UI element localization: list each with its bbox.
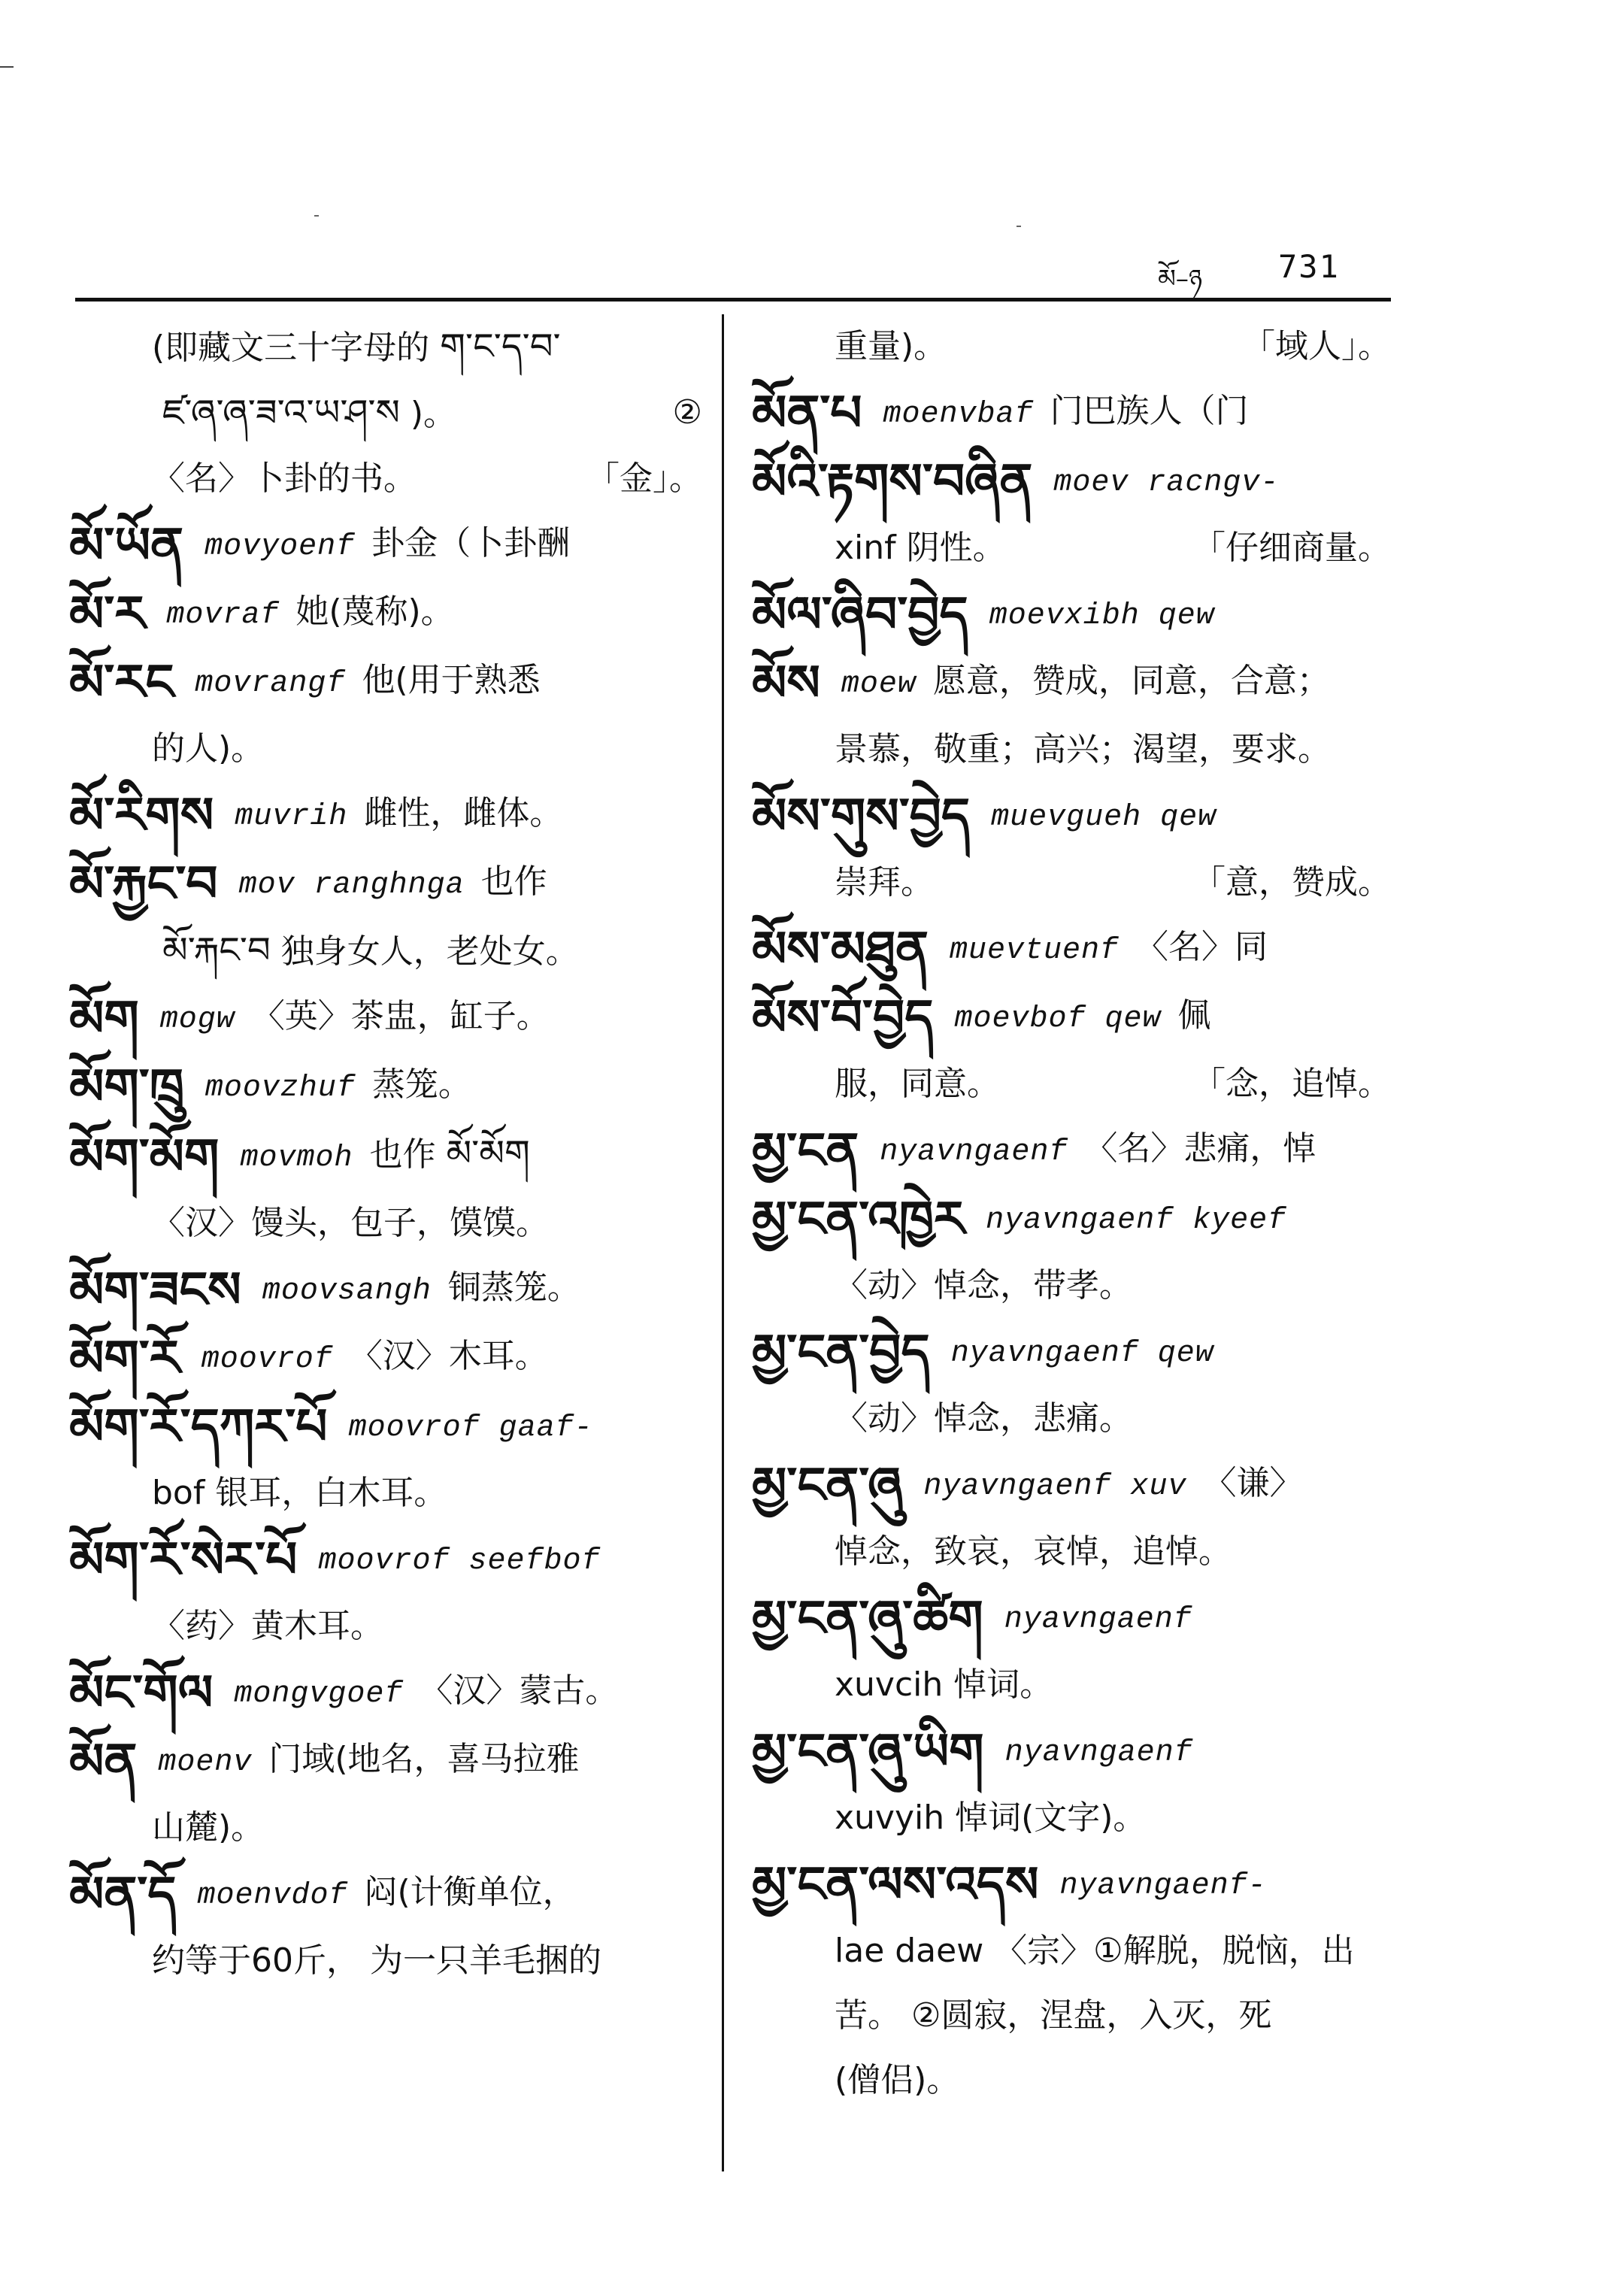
line-tail: 「金」。 xyxy=(586,459,702,498)
romanization: mogw xyxy=(159,1003,235,1037)
continuation-line xyxy=(752,1653,1391,1717)
dictionary-entry xyxy=(69,1526,702,1594)
gloss-text: 〈名〉同 xyxy=(1135,928,1268,966)
continuation-line xyxy=(69,1191,702,1256)
dictionary-entry xyxy=(69,1727,702,1796)
romanization: nyavngaenf xyxy=(1004,1603,1192,1637)
tibetan-headword: མོ་ར xyxy=(69,584,146,643)
tibetan-headword: མྱ་ངན་ལས་འདས xyxy=(752,1855,1039,1914)
tibetan-headword: མོག་མོག xyxy=(69,1127,220,1186)
tibetan-headword: མྱ་ངན་བྱེད xyxy=(752,1323,930,1381)
gloss-text: 〈药〉黄木耳。 xyxy=(152,1607,383,1645)
gloss-text: 〈汉〉馒头，包子，馍馍。 xyxy=(152,1204,549,1242)
romanization: moovsangh xyxy=(262,1274,432,1308)
continuation-line xyxy=(752,717,1391,782)
romanization: movrangf xyxy=(195,667,346,701)
edge-mark xyxy=(0,66,14,68)
gloss-text: 重量)。 xyxy=(835,327,947,365)
dictionary-entry xyxy=(69,511,702,580)
tibetan-headword: མོན་དོ xyxy=(69,1865,177,1923)
gloss-text: 也作 xyxy=(369,1135,436,1174)
continuation-line xyxy=(69,1461,702,1526)
gloss-text: 独身女人，老处女。 xyxy=(280,932,579,971)
tibetan-inline: ཛ་ཞ་ཞ་ཟ་འ་ཡ་ཤ་ས xyxy=(162,392,400,434)
gloss-text: 服，同意。 xyxy=(835,1065,1000,1103)
gloss-text: xinf 阴性。 xyxy=(835,529,1006,567)
tibetan-inline: ག་ང་ད་བ་ xyxy=(440,326,561,368)
gloss-text: 景慕，敬重；高兴；渴望，要求。 xyxy=(835,730,1331,768)
gloss-text: 〈汉〉木耳。 xyxy=(349,1337,548,1375)
page-number: 731 xyxy=(1278,248,1340,285)
gloss-text: 〈动〉悼念，悲痛。 xyxy=(835,1399,1132,1438)
dictionary-entry xyxy=(752,1185,1391,1253)
dictionary-entry xyxy=(69,1659,702,1727)
dictionary-entry xyxy=(69,984,702,1053)
gloss-text: xuvyih 悼词(文字)。 xyxy=(835,1799,1147,1837)
gloss-text: 佩 xyxy=(1177,996,1211,1035)
line-tail: 「仔细商量。 xyxy=(1192,529,1391,567)
continuation-line xyxy=(752,1052,1391,1117)
line-tail: 「意，赞成。 xyxy=(1192,863,1391,902)
left-column xyxy=(69,314,702,1993)
gloss-text: 〈英〉茶盅，缸子。 xyxy=(251,997,550,1035)
tibetan-headword: མོས་མཐུན xyxy=(752,920,929,978)
continuation-line xyxy=(752,1983,1391,2048)
dictionary-entry xyxy=(752,1318,1391,1386)
romanization: nyavngaenf xyxy=(1004,1736,1193,1770)
tibetan-headword: མོ་རིགས xyxy=(69,786,214,844)
gloss-text: 蒸笼。 xyxy=(371,1065,471,1104)
dictionary-entry xyxy=(752,1850,1391,1919)
romanization: moovzhuf xyxy=(205,1071,356,1105)
dictionary-entry xyxy=(752,447,1391,516)
romanization: nyavngaenf xyxy=(880,1135,1068,1169)
gloss-text: 他(用于熟悉 xyxy=(362,661,541,699)
tibetan-headword: མོལ་ཞིབ་བྱེད xyxy=(752,585,968,644)
romanization: muevtuenf xyxy=(949,934,1120,968)
continuation-line xyxy=(752,2048,1391,2113)
speck xyxy=(1017,226,1021,227)
tibetan-inline: མོ་རྐང་བ xyxy=(162,929,271,971)
continuation-line xyxy=(752,850,1391,915)
gloss-text: 卦金（卜卦酬 xyxy=(371,524,571,562)
tibetan-headword: མོག་ཁྲུ xyxy=(69,1057,184,1116)
romanization: moevxibh qew xyxy=(989,599,1215,633)
dictionary-entry xyxy=(752,379,1391,447)
gloss-text: 门域(地名，喜马拉雅 xyxy=(268,1740,580,1778)
line-tail: 「念，追悼。 xyxy=(1192,1065,1391,1103)
gloss-text: 她(蔑称)。 xyxy=(295,592,454,631)
gloss-text: 山麓)。 xyxy=(152,1808,265,1847)
romanization: moovrof xyxy=(201,1343,333,1377)
gloss-text: 雌性，雌体。 xyxy=(364,794,563,832)
gloss-text: 崇拜。 xyxy=(835,863,934,902)
gloss-text: (即藏文三十字母的 xyxy=(152,329,430,367)
tibetan-headword: མོ་ཡོན xyxy=(69,516,184,574)
tibetan-headword: མྱ་ངན་ཞུ་ཡིག xyxy=(752,1722,984,1780)
romanization: nyavngaenf xuv xyxy=(923,1470,1187,1504)
speck xyxy=(314,215,319,217)
romanization: nyavngaenf- xyxy=(1059,1869,1267,1903)
tibetan-headword: མྱ་ངན་ཞུ་ཚིག xyxy=(752,1589,983,1647)
tibetan-headword: མོན་པ xyxy=(752,383,862,442)
gloss-text: 约等于60斤， 为一只羊毛捆的 xyxy=(152,1941,601,1980)
tibetan-headword: མོག xyxy=(69,989,139,1047)
romanization: moovrof gaaf- xyxy=(348,1411,593,1445)
romanization: muevgueh qew xyxy=(991,801,1217,835)
gloss-text: 闷(计衡单位， xyxy=(364,1873,576,1911)
dictionary-entry xyxy=(69,1393,702,1461)
romanization: mov ranghnga xyxy=(238,868,465,902)
continuation-line xyxy=(752,1919,1391,1983)
romanization: movyoenf xyxy=(205,530,356,564)
romanization: movraf xyxy=(166,599,280,632)
tibetan-headword: མོག་རོ་དཀར་པོ xyxy=(69,1397,328,1456)
gloss-text: 也作 xyxy=(480,862,547,901)
tibetan-headword: མོ་རྐྱང་བ xyxy=(69,854,218,913)
romanization: moovrof seefbof xyxy=(318,1544,601,1578)
continuation-line xyxy=(752,1253,1391,1318)
tibetan-headword: མོག་རོ་སེར་པོ xyxy=(69,1530,298,1589)
tibetan-headword: མོག་རོ xyxy=(69,1329,180,1387)
header-code: མོ–ཉ xyxy=(1158,264,1203,294)
dictionary-entry xyxy=(752,983,1391,1052)
tibetan-headword: མོ་རང xyxy=(69,653,174,711)
romanization: muvrih xyxy=(235,800,348,834)
dictionary-entry xyxy=(69,1053,702,1121)
dictionary-entry xyxy=(69,580,702,648)
tibetan-headword: མོང་གོལ xyxy=(69,1663,214,1722)
tibetan-headword: མྱ་ངན་ཞུ xyxy=(752,1456,903,1514)
dictionary-entry xyxy=(752,1117,1391,1185)
dictionary-entry xyxy=(752,782,1391,850)
gloss-text: 门巴族人（门 xyxy=(1050,392,1249,430)
continuation-line xyxy=(752,314,1391,379)
continuation-line xyxy=(752,1786,1391,1850)
romanization: moenvbaf xyxy=(883,398,1034,432)
romanization: moev racngv- xyxy=(1053,466,1280,500)
gloss-text: 的人)。 xyxy=(152,729,265,768)
dictionary-entry xyxy=(752,649,1391,717)
dictionary-entry xyxy=(69,781,702,850)
line-tail: ② xyxy=(672,393,702,432)
continuation-line xyxy=(752,1520,1391,1584)
gloss-text: 悼念，致哀，哀悼，追悼。 xyxy=(835,1532,1232,1571)
dictionary-entry xyxy=(69,1860,702,1929)
romanization: moenv xyxy=(158,1746,253,1780)
tibetan-headword: མོག་ཟངས xyxy=(69,1260,241,1319)
romanization: moew xyxy=(841,668,917,702)
gloss-text: 〈名〉悲痛，悼 xyxy=(1084,1129,1316,1168)
dictionary-entry xyxy=(752,1584,1391,1653)
continuation-line xyxy=(69,380,702,447)
continuation-line xyxy=(69,1594,702,1659)
dictionary-entry xyxy=(69,850,702,918)
continuation-line xyxy=(69,1929,702,1993)
dictionary-entry xyxy=(69,1256,702,1324)
tibetan-headword: མྱ་ངན xyxy=(752,1121,859,1180)
continuation-line xyxy=(69,314,702,380)
continuation-line xyxy=(69,717,702,781)
tibetan-headword: མོའི་རྟགས་བཞིན xyxy=(752,452,1033,511)
header-rule xyxy=(75,298,1391,302)
romanization: moenvdof xyxy=(197,1879,348,1913)
tibetan-headword: མྱ་ངན་འཁྱེར xyxy=(752,1189,965,1248)
tibetan-inline: མོ་མོག xyxy=(446,1132,530,1174)
gloss-text: )。 xyxy=(410,395,457,433)
continuation-line xyxy=(752,516,1391,580)
dictionary-entry xyxy=(752,1717,1391,1786)
tibetan-headword: མོན xyxy=(69,1732,138,1790)
tibetan-headword: མོས་བོ་བྱེད xyxy=(752,988,934,1047)
dictionary-entry xyxy=(69,648,702,717)
continuation-line xyxy=(69,918,702,984)
romanization: mongvgoef xyxy=(234,1677,404,1711)
romanization: movmoh xyxy=(240,1141,353,1175)
continuation-line xyxy=(69,1796,702,1860)
romanization: nyavngaenf kyeef xyxy=(986,1204,1287,1238)
continuation-line xyxy=(752,1386,1391,1451)
gloss-text: 〈动〉悼念，带孝。 xyxy=(835,1266,1132,1305)
gloss-text: 苦。 ②圆寂，涅盘，入灭，死 xyxy=(835,1996,1272,2035)
gloss-text: 愿意，赞成，同意，合意； xyxy=(932,662,1330,700)
gloss-text: bof 银耳，白木耳。 xyxy=(152,1474,447,1512)
dictionary-entry xyxy=(69,1324,702,1393)
gloss-text: (僧侣)。 xyxy=(835,2061,960,2099)
romanization: nyavngaenf qew xyxy=(950,1337,1214,1371)
column-divider xyxy=(722,314,724,2171)
gloss-text: 〈名〉卜卦的书。 xyxy=(152,459,417,498)
tibetan-headword: མོས་གུས་བྱེད xyxy=(752,786,971,845)
dictionary-entry xyxy=(69,1121,702,1191)
gloss-text: 〈汉〉蒙古。 xyxy=(420,1671,619,1710)
gloss-text: 铜蒸笼。 xyxy=(447,1268,580,1307)
gloss-text: 〈谦〉 xyxy=(1203,1464,1303,1502)
dictionary-entry xyxy=(752,580,1391,649)
dictionary-entry xyxy=(752,915,1391,983)
romanization: moevbof qew xyxy=(954,1002,1162,1036)
continuation-line xyxy=(69,447,702,511)
right-column xyxy=(752,314,1391,2113)
line-tail: 「域人」。 xyxy=(1242,327,1391,365)
gloss-text: lae daew 〈宗〉①解脱，脱恼，出 xyxy=(835,1932,1355,1970)
gloss-text: xuvcih 悼词。 xyxy=(835,1665,1053,1704)
tibetan-headword: མོས xyxy=(752,653,820,712)
dictionary-entry xyxy=(752,1451,1391,1520)
